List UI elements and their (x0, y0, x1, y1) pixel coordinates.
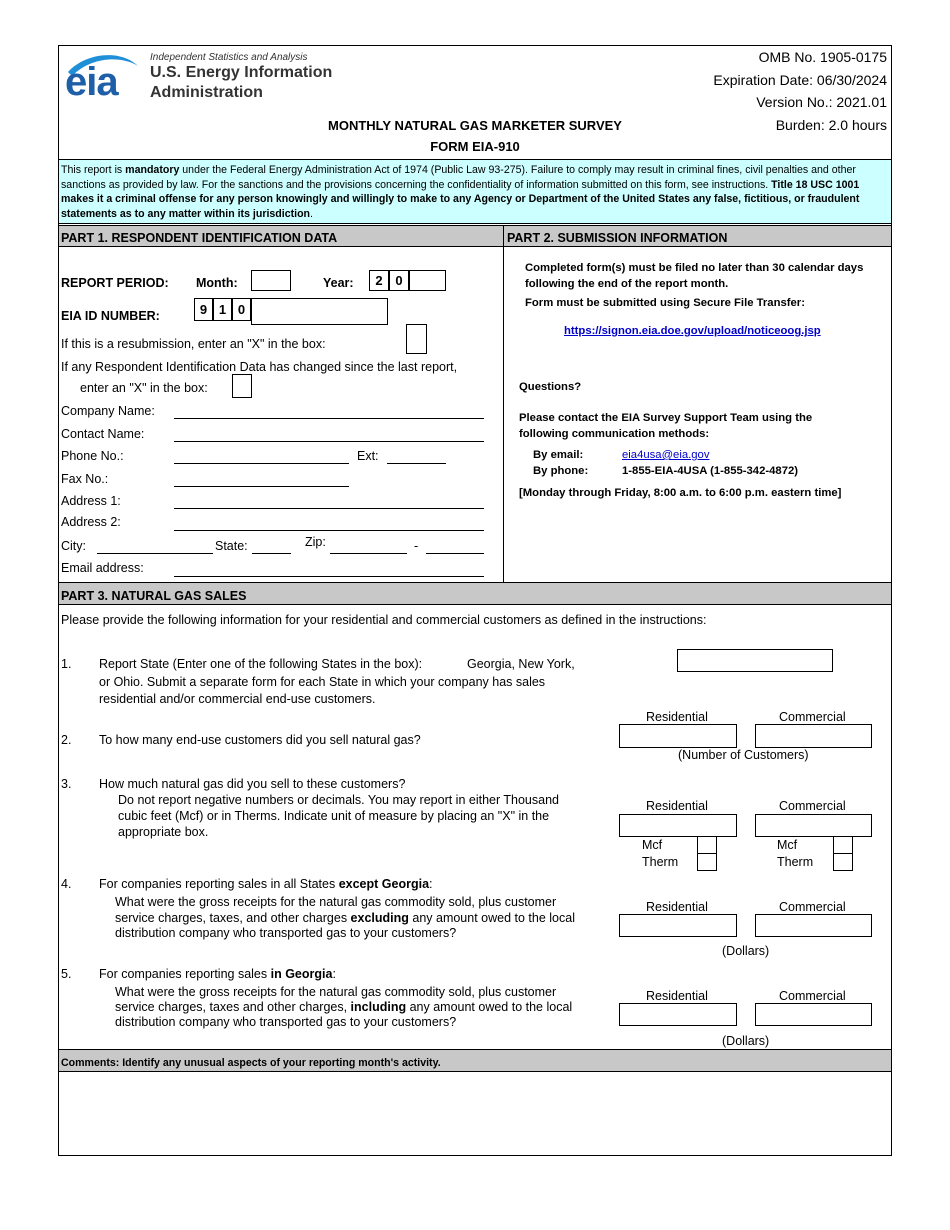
address2-field[interactable] (174, 530, 484, 531)
notice-part3: under the Federal Energy Administration Act of 1974 (Public Law 93-275). Failure to comply may result in criminal fines, civil penalties and other sanctions as provided by law. For the sanctions and the provisions concerning the confidentiality of information submitted on this form, see instructions. (61, 164, 856, 191)
q3-text-d: appropriate box. (118, 825, 209, 839)
id-digit-1: 9 (194, 298, 213, 321)
address1-label: Address 1: (61, 494, 121, 508)
resubmission-checkbox[interactable] (406, 324, 427, 354)
q5-text-a (99, 967, 336, 981)
year-label: Year: (323, 276, 354, 290)
q4-text-d: distribution company who transported gas to your customers? (115, 926, 457, 940)
zip-label: Zip: (305, 535, 326, 549)
city-field[interactable] (97, 553, 213, 554)
q5-number: 5. (61, 967, 72, 981)
q3-com-therm-checkbox[interactable] (833, 853, 853, 871)
ext-label: Ext: (357, 449, 379, 463)
year-digit-2: 0 (389, 270, 409, 291)
phone-field[interactable] (174, 463, 349, 464)
logo-text: eia (65, 60, 118, 104)
q3-text-b: Do not report negative numbers or decimals. You may report in either Thousand (118, 793, 559, 807)
q5-residential-label: Residential (646, 989, 708, 1003)
omb-number: OMB No. 1905-0175 (758, 49, 887, 65)
q3-residential-input[interactable] (619, 814, 737, 837)
support-phone: 1-855-EIA-4USA (1-855-342-4872) (622, 465, 799, 477)
by-email-label: By email: (533, 449, 584, 461)
q4-text-c (115, 911, 575, 925)
support-hours: [Monday through Friday, 8:00 a.m. to 6:00 p.m. eastern time] (519, 487, 842, 499)
changed-label-2: enter an "X" in the box: (80, 381, 208, 395)
ext-field[interactable] (387, 463, 446, 464)
q1-states: Georgia, New York, (467, 657, 575, 671)
month-input[interactable] (251, 270, 291, 291)
q4-number: 4. (61, 877, 72, 891)
q3-com-mcf-checkbox[interactable] (833, 836, 853, 854)
q5-text-d: distribution company who transported gas to your customers? (115, 1015, 457, 1029)
part3-title: PART 3. NATURAL GAS SALES (61, 589, 247, 603)
part2-title: PART 2. SUBMISSION INFORMATION (507, 231, 728, 245)
q5-text-c3: any amount owed to the local (406, 1000, 573, 1014)
report-state-input[interactable] (677, 649, 833, 672)
q1-text-a: Report State (Enter one of the following States in the box): (99, 657, 423, 671)
q3-commercial-label: Commercial (779, 799, 846, 813)
q5-text-c1: service charges, taxes and other charges, (115, 1000, 351, 1014)
year-digit-1: 2 (369, 270, 389, 291)
q1-text-c: residential and/or commercial end-use customers. (99, 692, 376, 706)
q3-text-a: How much natural gas did you sell to these customers? (99, 777, 406, 791)
q2-commercial-input[interactable] (755, 724, 872, 748)
zip-field[interactable] (330, 553, 407, 554)
q4-text-a (99, 877, 433, 891)
q4-commercial-input[interactable] (755, 914, 872, 937)
notice-mandatory: mandatory (125, 164, 180, 176)
support-contact: Please contact the EIA Survey Support Team using the following communication methods: (519, 412, 813, 440)
state-field[interactable] (252, 553, 291, 554)
changed-label-1: If any Respondent Identification Data has changed since the last report, (61, 360, 458, 374)
mandatory-notice (59, 159, 891, 224)
zip-dash: - (414, 539, 419, 553)
eia-id-label: EIA ID NUMBER: (61, 309, 160, 323)
fax-label: Fax No.: (61, 472, 109, 486)
id-digit-2: 1 (213, 298, 232, 321)
part3-intro: Please provide the following information for your residential and commercial customers as defined in the instructions: (61, 613, 707, 627)
by-phone-label: By phone: (533, 465, 589, 477)
q4-residential-input[interactable] (619, 914, 737, 937)
tagline: Independent Statistics and Analysis (150, 52, 308, 63)
q5-in-georgia: in Georgia (270, 967, 333, 981)
address2-label: Address 2: (61, 515, 121, 529)
support-email-link[interactable]: eia4usa@eia.gov (622, 449, 710, 461)
q5-commercial-label: Commercial (779, 989, 846, 1003)
q2-units: (Number of Customers) (678, 748, 809, 762)
city-label: City: (61, 539, 86, 553)
q1-text-b: or Ohio. Submit a separate form for each State in which your company has sales (99, 675, 546, 689)
state-label: State: (215, 539, 248, 553)
q3-commercial-input[interactable] (755, 814, 872, 837)
q3-com-therm-label: Therm (777, 855, 814, 869)
q4-text-c1: service charges, taxes, and other charges (115, 911, 351, 925)
q5-commercial-input[interactable] (755, 1003, 872, 1026)
q3-residential-label: Residential (646, 799, 708, 813)
org-name-line1: U.S. Energy Information (150, 64, 333, 81)
company-name-label: Company Name: (61, 404, 155, 418)
q2-residential-label: Residential (646, 710, 708, 724)
q5-residential-input[interactable] (619, 1003, 737, 1026)
q5-including: including (350, 1000, 407, 1014)
form-number: FORM EIA-910 (430, 139, 520, 154)
notice-period: . (310, 207, 313, 220)
q4-text-a3: : (429, 877, 433, 891)
q5-text-a1: For companies reporting sales (99, 967, 271, 981)
email-label: Email address: (61, 561, 144, 575)
contact-name-label: Contact Name: (61, 427, 145, 441)
contact-name-field[interactable] (174, 441, 484, 442)
eia-id-input[interactable] (251, 298, 388, 325)
q4-excluding: excluding (350, 911, 409, 925)
q5-text-c (115, 1000, 572, 1014)
q4-text-b: What were the gross receipts for the natural gas commodity sold, plus customer (115, 895, 557, 909)
id-digit-3: 0 (232, 298, 251, 321)
form-title: MONTHLY NATURAL GAS MARKETER SURVEY (328, 118, 622, 133)
comments-textarea[interactable] (59, 1073, 891, 1155)
part-divider (503, 225, 504, 582)
upload-link[interactable]: https://signon.eia.doe.gov/upload/noticeoog.jsp (564, 325, 821, 337)
q5-text-a3: : (332, 967, 336, 981)
q4-text-c3: any amount owed to the local (408, 911, 575, 925)
q4-residential-label: Residential (646, 900, 708, 914)
q4-units: (Dollars) (722, 944, 770, 958)
q2-text: To how many end-use customers did you sell natural gas? (99, 733, 421, 747)
q2-residential-input[interactable] (619, 724, 737, 748)
q3-res-therm-label: Therm (642, 855, 679, 869)
q5-units: (Dollars) (722, 1034, 770, 1048)
filing-deadline: Completed form(s) must be filed no later than 30 calendar days following the end of the report month. (525, 262, 864, 290)
q5-text-b: What were the gross receipts for the natural gas commodity sold, plus customer (115, 985, 557, 999)
phone-label: Phone No.: (61, 449, 124, 463)
report-period-label: REPORT PERIOD: (61, 276, 169, 290)
changed-checkbox[interactable] (232, 374, 252, 398)
address1-field[interactable] (174, 508, 484, 509)
email-field[interactable] (174, 576, 484, 577)
q3-number: 3. (61, 777, 72, 791)
q1-number: 1. (61, 657, 72, 671)
q2-commercial-label: Commercial (779, 710, 846, 724)
zip-ext-field[interactable] (426, 553, 484, 554)
comments-title: Comments: Identify any unusual aspects of your reporting month's activity. (61, 1057, 441, 1069)
month-label: Month: (196, 276, 238, 290)
version-number: Version No.: 2021.01 (756, 94, 887, 110)
q3-res-mcf-checkbox[interactable] (697, 836, 717, 854)
fax-field[interactable] (174, 486, 349, 487)
q4-commercial-label: Commercial (779, 900, 846, 914)
resubmission-label: If this is a resubmission, enter an "X" in the box: (61, 337, 326, 351)
eia-logo (64, 50, 142, 102)
company-name-field[interactable] (174, 418, 484, 419)
q4-text-a1: For companies reporting sales in all States (99, 877, 339, 891)
notice-part1: This report is (61, 164, 126, 176)
notice-title18: Title 18 USC 1001 makes it a criminal offense for any person knowingly and willingly to make to any Agency or Department of the United States any false, fictitious, or fraudulent statements as to any matter within its jurisdiction (61, 178, 860, 220)
questions-heading: Questions? (519, 381, 582, 393)
q3-com-mcf-label: Mcf (777, 838, 798, 852)
secure-transfer-note: Form must be submitted using Secure File Transfer: (525, 297, 805, 309)
burden: Burden: 2.0 hours (775, 117, 887, 133)
q3-res-mcf-label: Mcf (642, 838, 663, 852)
org-name-line2: Administration (150, 84, 263, 101)
q2-number: 2. (61, 733, 72, 747)
q3-text-c: cubic feet (Mcf) or in Therms. Indicate unit of measure by placing an "X" in the (118, 809, 550, 823)
q3-res-therm-checkbox[interactable] (697, 853, 717, 871)
expiration-date: Expiration Date: 06/30/2024 (713, 72, 887, 88)
year-input[interactable] (409, 270, 446, 291)
q4-except-georgia: except Georgia (338, 877, 430, 891)
part1-title: PART 1. RESPONDENT IDENTIFICATION DATA (61, 231, 338, 245)
